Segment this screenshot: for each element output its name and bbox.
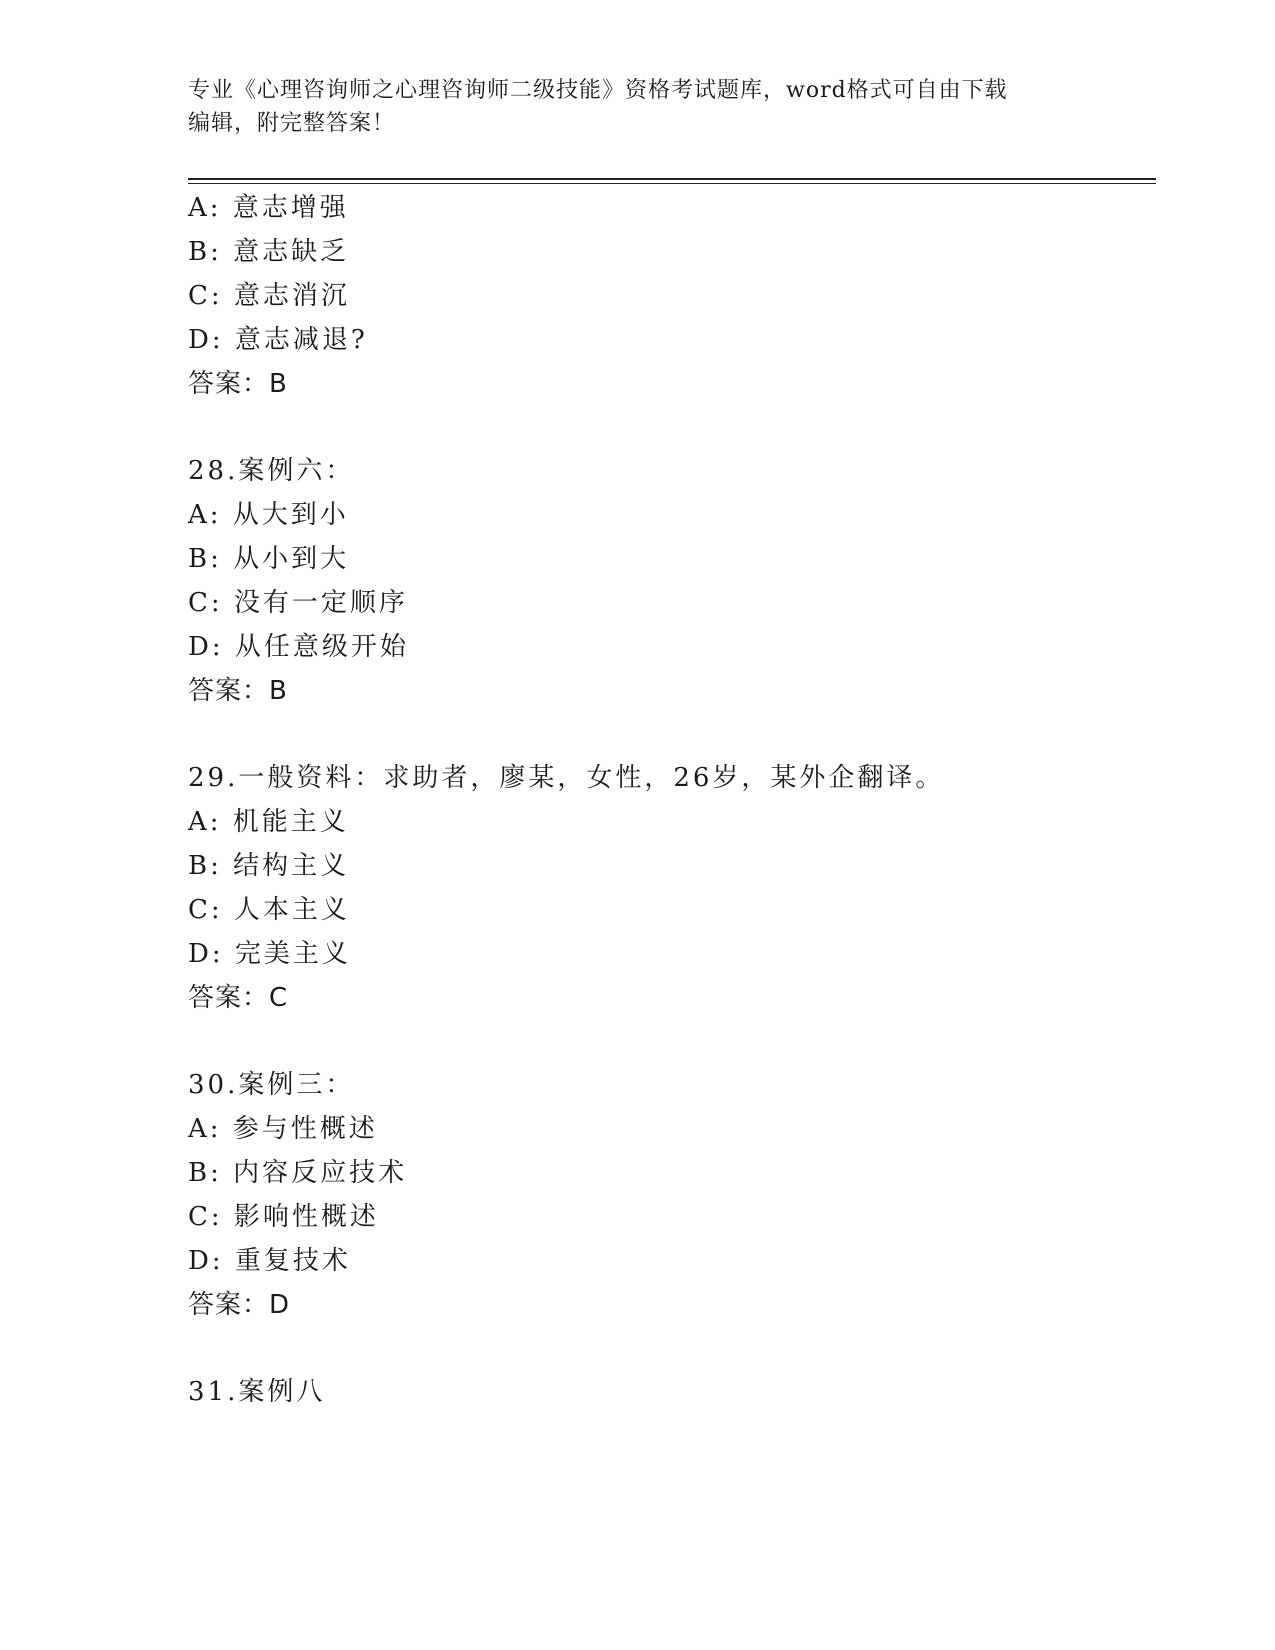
answer-line: 答案：C — [188, 983, 289, 1013]
question-31-stem: 31.案例八 — [188, 1377, 326, 1407]
question-28-stem: 28.案例六： — [188, 456, 355, 486]
option-c: C: 人本主义 — [188, 895, 350, 925]
option-d: D: 从任意级开始 — [188, 632, 409, 662]
option-d: D: 意志减退? — [188, 325, 368, 355]
option-a: A: 参与性概述 — [188, 1114, 378, 1144]
question-30-stem: 30.案例三： — [188, 1070, 355, 1100]
header-line-1: 专业《心理咨询师之心理咨询师二级技能》资格考试题库，word格式可自由下载 — [188, 78, 1008, 103]
option-b: B: 结构主义 — [188, 851, 350, 881]
option-b: B: 从小到大 — [188, 544, 350, 574]
option-a: A: 机能主义 — [188, 807, 349, 837]
document-header — [188, 74, 1088, 140]
option-d: D: 完美主义 — [188, 939, 351, 969]
option-c: C: 影响性概述 — [188, 1202, 379, 1232]
answer-line: 答案：B — [188, 369, 288, 399]
option-d: D: 重复技术 — [188, 1246, 351, 1276]
question-29-stem: 29.一般资料：求助者，廖某，女性，26岁，某外企翻译。 — [188, 763, 945, 793]
header-line-2: 编辑，附完整答案！ — [188, 111, 396, 136]
option-a: A: 从大到小 — [188, 500, 349, 530]
option-c: C: 没有一定顺序 — [188, 588, 408, 618]
option-a: A: 意志增强 — [188, 193, 349, 223]
option-b: B: 内容反应技术 — [188, 1158, 408, 1188]
answer-line: 答案：B — [188, 676, 288, 706]
answer-line: 答案：D — [188, 1290, 291, 1320]
option-c: C: 意志消沉 — [188, 281, 350, 311]
option-b: B: 意志缺乏 — [188, 237, 350, 267]
header-divider — [188, 178, 1156, 184]
